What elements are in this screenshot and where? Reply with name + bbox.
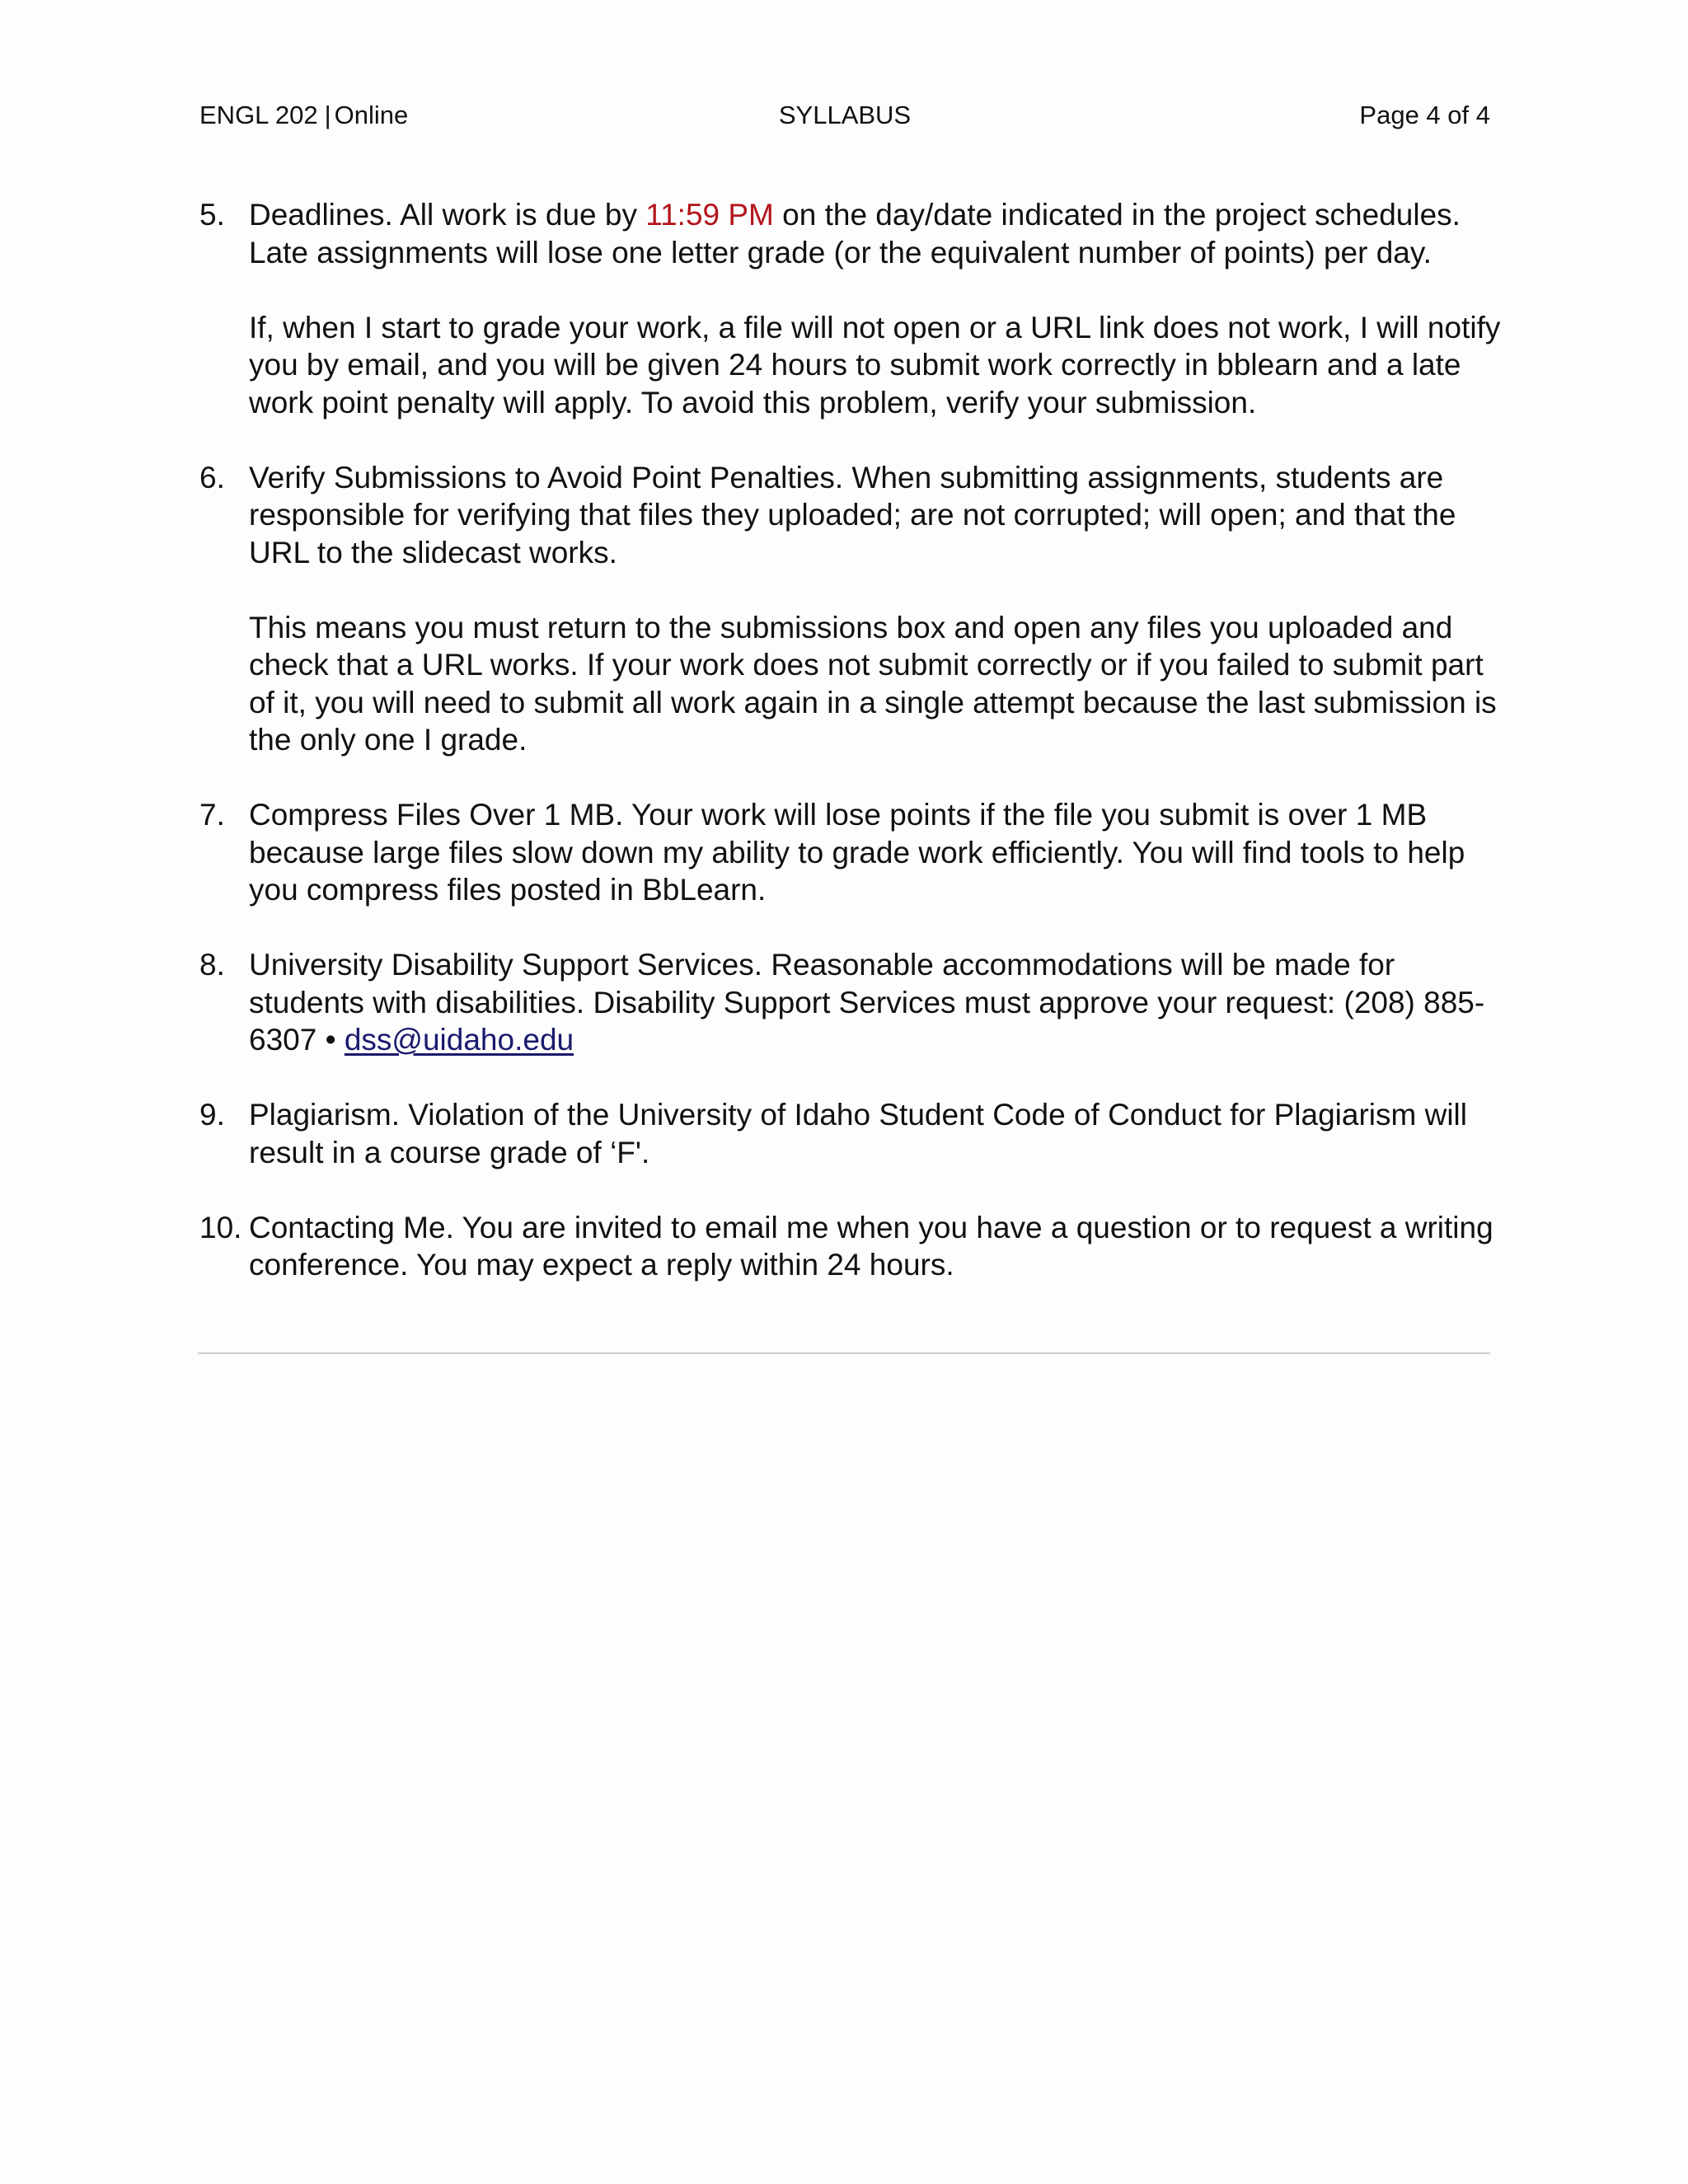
list-item-number: 6. [199, 460, 225, 494]
list-item-verify-submissions [199, 459, 1502, 759]
deadlines-text-start: Deadlines. All work is due by [249, 198, 646, 232]
header-course-mode: Online [334, 101, 409, 129]
disability-services-paragraph [249, 946, 1502, 1059]
compress-files-paragraph: Compress Files Over 1 MB. Your work will lose points if the file you submit is over 1 MB because large files slow down my ability to grade work efficiently. You will find tools to help you compress files posted in BbLearn. [249, 798, 1465, 907]
running-header [199, 97, 1490, 134]
list-item-number: 9. [199, 1098, 225, 1132]
deadline-time-highlight: 11:59 PM [645, 198, 774, 232]
footer-divider [198, 1352, 1490, 1354]
header-page-number: Page 4 of 4 [1359, 101, 1490, 129]
plagiarism-paragraph: Plagiarism. Violation of the University of Idaho Student Code of Conduct for Plagiarism will result in a course grade of ‘F'. [249, 1098, 1467, 1169]
verify-submissions-paragraph: Verify Submissions to Avoid Point Penalties. When submitting assignments, students are responsible for verifying that files they uploaded; are not corrupted; will open; and that the URL to the slidecast works. [249, 460, 1456, 569]
contacting-me-paragraph: Contacting Me. You are invited to email me when you have a question or to request a writing conference. You may expect a reply within 24 hours. [249, 1210, 1493, 1282]
deadlines-paragraph [249, 196, 1502, 271]
bullet-separator: • [325, 1023, 336, 1057]
header-document-title: SYLLABUS [778, 101, 912, 129]
list-item-compress-files [199, 796, 1502, 909]
list-item-plagiarism [199, 1096, 1502, 1171]
deadlines-text-end: on the day/date indicated in the project schedules. Late assignments will lose one letter grade (or the equivalent number of points) per day. [249, 198, 1461, 269]
list-item-disability-services [199, 946, 1502, 1059]
list-item-number: 10. [199, 1210, 242, 1244]
policy-list [199, 196, 1502, 1321]
list-item-number: 7. [199, 798, 225, 832]
header-course-code: ENGL 202 [199, 101, 318, 129]
file-error-paragraph: If, when I start to grade your work, a file will not open or a URL link does not work, I will notify you by email, and you will be given 24 hours to submit work correctly in bblearn and a late work point penalty will apply. To avoid this problem, verify your submission. [249, 310, 1501, 419]
disability-services-text: University Disability Support Services. Reasonable accommodations will be made for students with disabilities. Disability Support Services must approve your request: (208) 885-6307 [249, 948, 1485, 1057]
list-item-deadlines [199, 196, 1502, 421]
dss-email-link[interactable]: dss@uidaho.edu [344, 1023, 574, 1057]
list-item-contacting-me [199, 1209, 1502, 1284]
list-item-number: 5. [199, 198, 225, 232]
resubmit-paragraph: This means you must return to the submissions box and open any files you uploaded and check that a URL works. If your work does not submit correctly or if you failed to submit part of it, you will need to submit all work again in a single attempt because the last submission is the only one I grade. [249, 610, 1497, 757]
list-item-number: 8. [199, 948, 225, 982]
header-separator: | [324, 101, 331, 129]
